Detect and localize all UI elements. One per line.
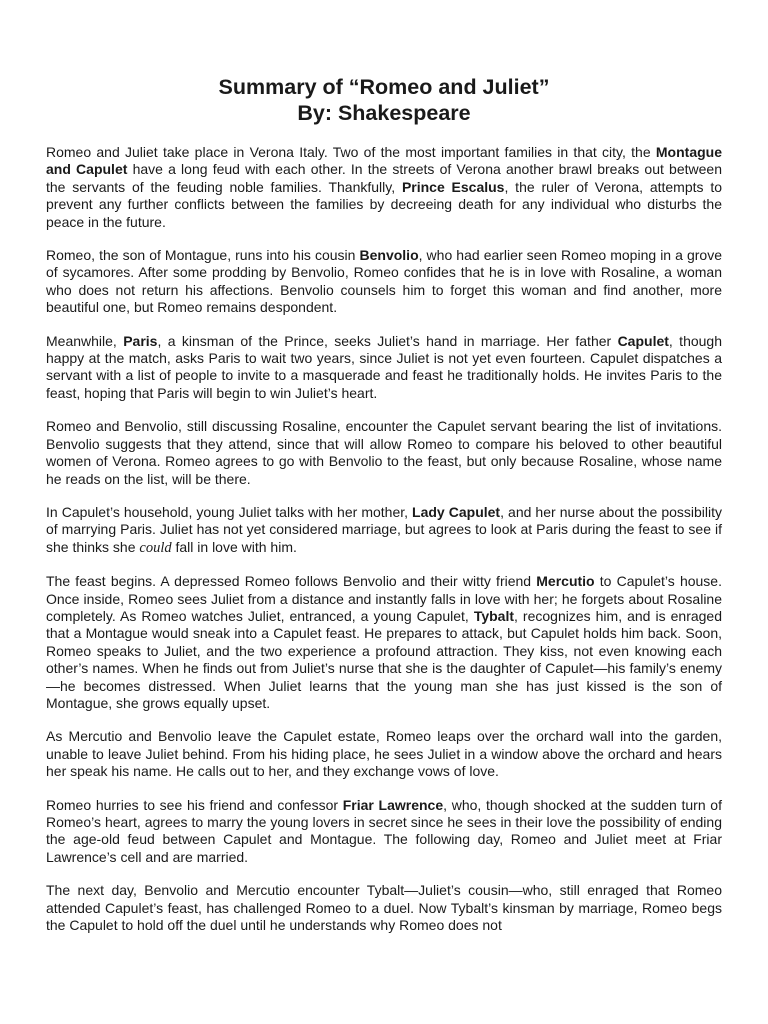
paragraph: [46, 728, 722, 780]
text-run: The next day, Benvolio and Mercutio encounter Tybalt—Juliet’s cousin—who, still enraged that Romeo attended Capulet’s feast, has challenged Romeo to a duel. Now Tybalt’s kinsman by marriage, Romeo begs the Capulet to hold off the duel until he understands why Romeo does not: [46, 882, 722, 934]
text-run: , recognizes him, and is enraged that a Montague would sneak into a Capulet feast. He prepares to attack, but Capulet holds him back. Soon, Romeo speaks to Juliet, and the two experience a profound attraction. They kiss, not even knowing each other’s names. When he finds out from Juliet’s nurse that she is the daughter of Capulet—his family’s enemy—he becomes distressed. When Juliet learns that the young man she has just kissed is the son of Montague, she grows equally upset.: [46, 607, 722, 711]
paragraph: [46, 333, 722, 403]
paragraph: [46, 504, 722, 557]
text-run: , who, though shocked at the sudden turn of Romeo’s heart, agrees to marry the young lovers in secret since he sees in their love the possibility of ending the age-old feud between Capulet and Montague. The following day, Romeo and Juliet meet at Friar Lawrence’s cell and are married.: [46, 796, 722, 865]
text-run: to Capulet’s house. Once inside, Romeo sees Juliet from a distance and instantly falls in love with her; he forgets about Rosaline completely. As Romeo watches Juliet, entranced, a young Capulet,: [46, 573, 722, 624]
text-run: , the ruler of Verona, attempts to prevent any further conflicts between the families by decreeing death for any individual who disturbs the peace in the future.: [46, 178, 723, 230]
bold-term: Capulet: [617, 332, 669, 349]
text-run: fall in love with him.: [171, 538, 297, 555]
bold-term: Lady Capulet: [412, 503, 501, 520]
text-run: , and her nurse about the possibility of marrying Paris. Juliet has not yet considered marriage, but agrees to look at Paris during the feast to see if she thinks she: [46, 503, 723, 555]
title-line-1: Summary of “Romeo and Juliet”: [218, 75, 550, 99]
bold-term: Mercutio: [536, 573, 595, 590]
paragraph: [46, 144, 722, 231]
text-run: The feast begins. A depressed Romeo follows Benvolio and their witty friend: [46, 573, 537, 590]
text-run: Romeo and Benvolio, still discussing Rosaline, encounter the Capulet servant bearing the list of invitations. Benvolio suggests that they attend, since that will allow Romeo to compare his beloved to other beautiful women of Verona. Romeo agrees to go with Benvolio to the feast, but only because Rosaline, whose name he reads on the list, will be there.: [46, 418, 722, 487]
bold-term: Benvolio: [359, 247, 419, 264]
paragraph: [46, 797, 722, 867]
text-run: , who had earlier seen Romeo moping in a grove of sycamores. After some prodding by Benvolio, Romeo confides that he is in love with Rosaline, a woman who does not return his affections. Benvolio counsels him to forget this woman and find another, more beautiful one, but Romeo remains despondent.: [46, 247, 722, 316]
text-run: Romeo and Juliet take place in Verona Italy. Two of the most important families in that city, the: [46, 144, 656, 160]
bold-term: Friar Lawrence: [342, 796, 444, 813]
title-line-2: By: Shakespeare: [297, 101, 471, 125]
text-run: Romeo, the son of Montague, runs into his cousin: [46, 247, 360, 264]
text-run: In Capulet’s household, young Juliet talks with her mother,: [46, 503, 413, 520]
text-run: As Mercutio and Benvolio leave the Capulet estate, Romeo leaps over the orchard wall into the garden, unable to leave Juliet behind. From his hiding place, he sees Juliet in a window above the orchard and hears her speak his name. He calls out to her, and they exchange vows of love.: [46, 728, 722, 780]
bold-term: Prince Escalus: [401, 178, 505, 195]
document-body: [46, 144, 722, 950]
italic-term: could: [139, 539, 172, 556]
paragraph: [46, 418, 722, 488]
text-run: Meanwhile,: [46, 332, 124, 349]
paragraph: [46, 573, 722, 712]
text-run: , a kinsman of the Prince, seeks Juliet’s hand in marriage. Her father: [157, 332, 618, 349]
text-run: have a long feud with each other. In the streets of Verona another brawl breaks out between the servants of the feuding noble families. Thankfully,: [46, 161, 722, 195]
text-run: Romeo hurries to see his friend and confessor: [46, 796, 343, 813]
bold-term: Montague and Capulet: [46, 144, 722, 178]
paragraph: [46, 882, 722, 934]
text-run: , though happy at the match, asks Paris to wait two years, since Juliet is not yet even fourteen. Capulet dispatches a servant with a list of people to invite to a masquerade and feast he traditionally holds. He invites Paris to the feast, hoping that Paris will begin to win Juliet’s heart.: [46, 332, 722, 401]
paragraph: [46, 247, 722, 317]
document-title: [0, 74, 768, 126]
bold-term: Tybalt: [473, 607, 515, 624]
bold-term: Paris: [123, 332, 158, 349]
